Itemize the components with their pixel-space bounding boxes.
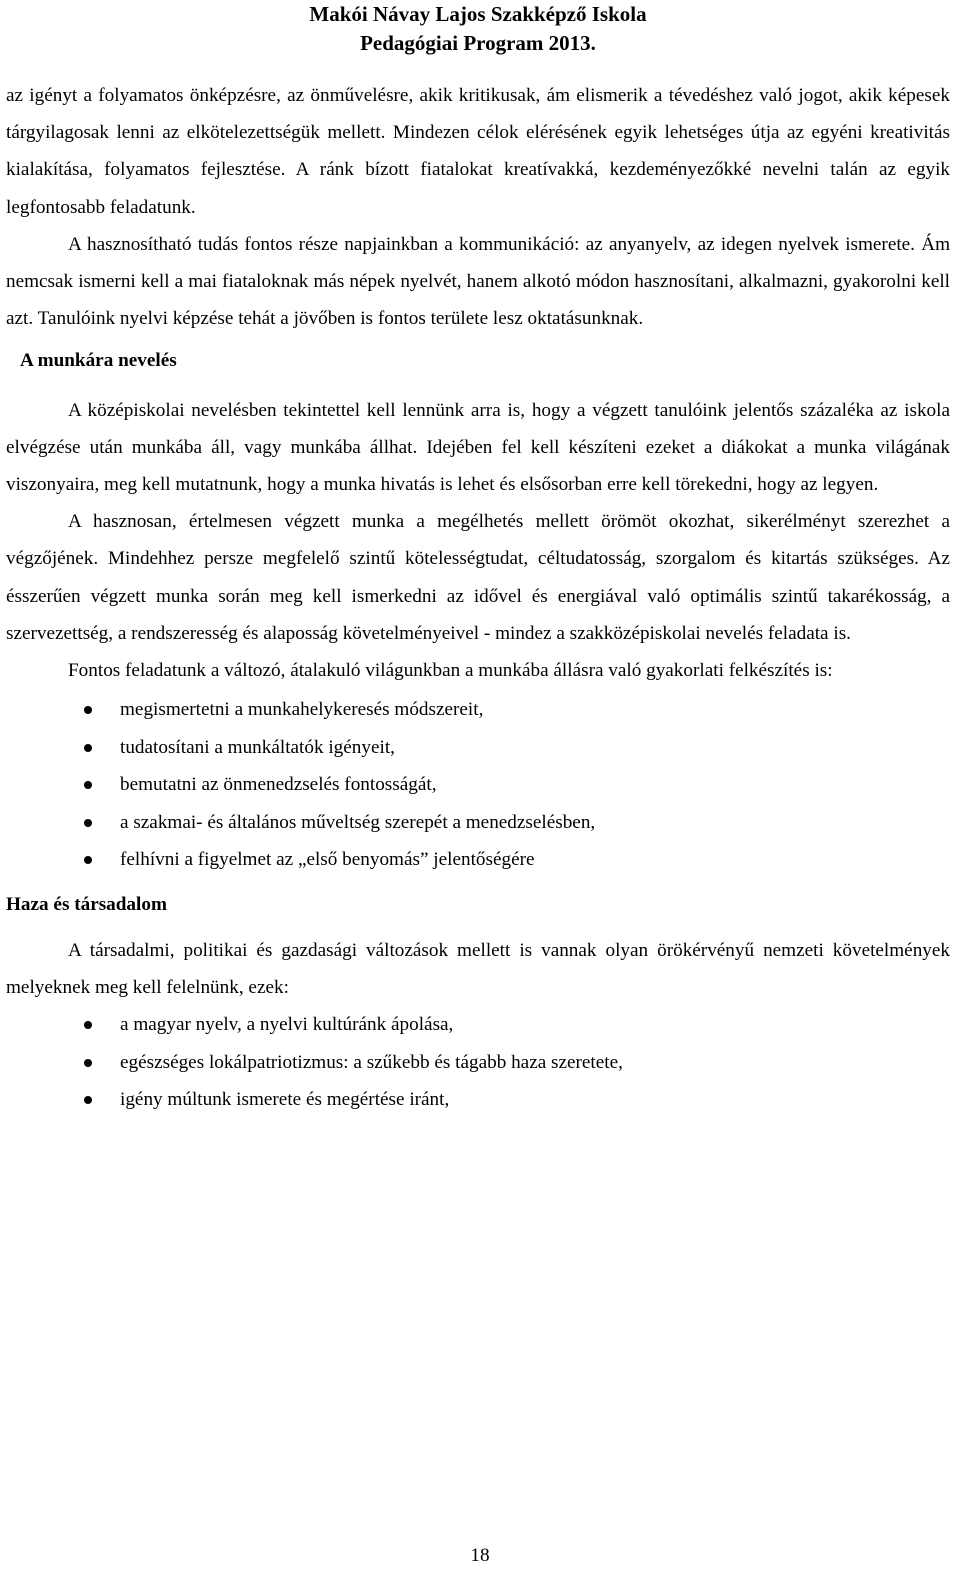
paragraph-work-3: Fontos feladatunk a változó, átalakuló világunkban a munkába állásra való gyakorlati felkészítés is: — [68, 660, 833, 682]
paragraph-work-1: A középiskolai nevelésben tekintettel kell lennünk arra is, hogy a végzett tanulóink jelentős százaléka az iskola elvégzése után munkába áll, vagy munkába állhat. Idejében fel kell készíteni ezeket a diákokat a munka világának viszonyaira, meg kell mutatnunk, hogy a munka hivatás is lehet és elsősorban erre kell törekedni, hogy az legyen. — [6, 399, 950, 496]
list-item: tudatosítani a munkáltatók igényeit, — [6, 729, 950, 767]
list-item: a szakmai- és általános műveltség szerepét a menedzselésben, — [6, 804, 950, 842]
list-item: igény múltunk ismerete és megértése iránt, — [6, 1081, 950, 1119]
header-program-title: Pedagógiai Program 2013. — [360, 31, 596, 55]
header-school-name: Makói Návay Lajos Szakképző Iskola — [309, 2, 647, 26]
work-preparation-list — [6, 691, 950, 879]
list-item: bemutatni az önmenedzselés fontosságát, — [6, 766, 950, 804]
page-header — [6, 0, 950, 58]
section-heading-work: A munkára nevelés — [20, 350, 177, 372]
paragraph-continuation: az igényt a folyamatos önképzésre, az önművelésre, akik kritikusak, ám elismerik a tévedéshez való jogot, akik képesek tárgyilagosak lenni az elkötelezettségük mellett. Mindezen célok elérésének egyik lehetséges útja az egyéni kreativitás kialakítása, folyamatos fejlesztése. A ránk bízott fiatalokat kreatívakká, kezdeményezőkké nevelni talán az egyik legfontosabb feladatunk. — [6, 85, 950, 218]
paragraph-homeland: A társadalmi, politikai és gazdasági változások mellett is vannak olyan örökérvényű nemzeti követelmények melyeknek meg kell felelnünk, ezek: — [6, 939, 950, 999]
list-item: a magyar nyelv, a nyelvi kultúránk ápolása, — [6, 1006, 950, 1044]
list-item: egészséges lokálpatriotizmus: a szűkebb és tágabb haza szeretete, — [6, 1044, 950, 1082]
list-item: megismertetni a munkahelykeresés módszereit, — [6, 691, 950, 729]
list-item: felhívni a figyelmet az „első benyomás” jelentőségére — [6, 841, 950, 879]
homeland-requirements-list — [6, 1006, 950, 1119]
page-number: 18 — [470, 1545, 490, 1566]
page-content — [6, 77, 950, 1119]
paragraph-language: A hasznosítható tudás fontos része napjainkban a kommunikáció: az anyanyelv, az idegen nyelvek ismerete. Ám nemcsak ismerni kell a mai fiataloknak más népek nyelvét, hanem alkotó módon hasznosítani, alkalmazni, gyakorolni kell azt. Tanulóink nyelvi képzése tehát a jövőben is fontos területe lesz oktatásunknak. — [6, 233, 950, 330]
paragraph-work-2: A hasznosan, értelmesen végzett munka a megélhetés mellett örömöt okozhat, sikerélményt szerezhet a végzőjének. Mindehhez persze megfelelő szintű kötelességtudat, céltudatosság, szorgalom és kitartás szükséges. Az ésszerűen végzett munka során meg kell ismerkedni az idővel és energiával való optimális szintű takarékosság, a szervezettség, a rendszeresség és alaposság követelményeivel - mindez a szakközépiskolai nevelés feladata is. — [6, 511, 950, 644]
section-heading-homeland: Haza és társadalom — [6, 893, 167, 915]
